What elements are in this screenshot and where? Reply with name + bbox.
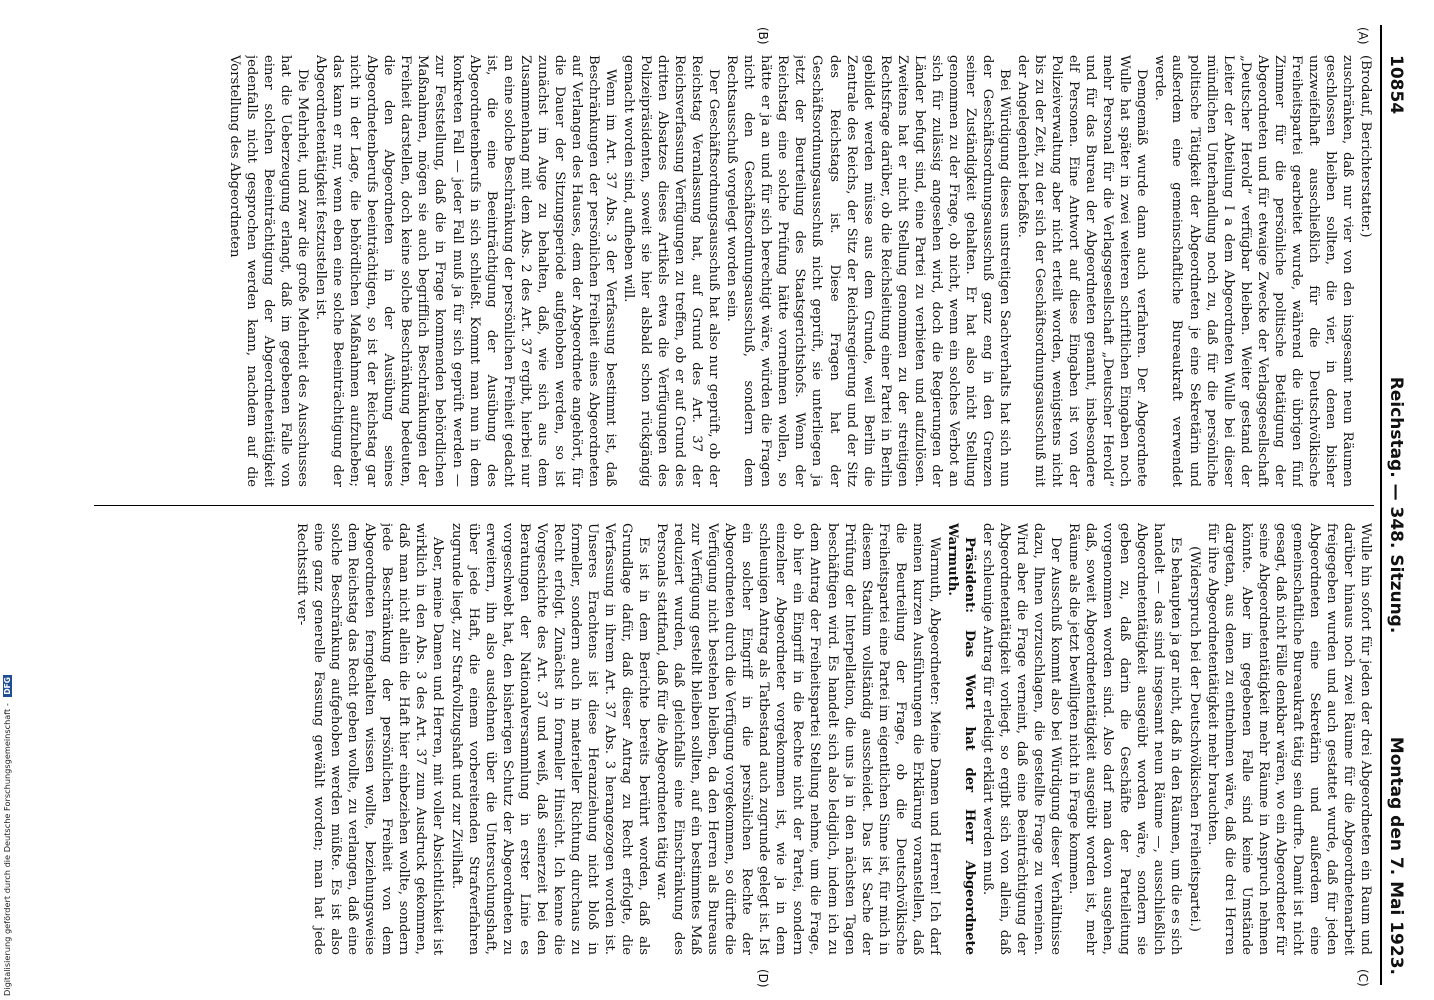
margin-mark-c: (C) bbox=[1356, 969, 1370, 987]
paragraph: Bei Würdigung dieses unstreitigen Sachverhalts hat sich nun der Geschäftsordnungsausschuß ganz eng in den Grenzen seiner Zuständigkeit gehalten. Er hat also nicht Stellung genommen zu der Frage, ob nicht, wenn ein solches Verbot an sich für zulässig angesehen wird, doch die Regierungen der Länder befugt sind, eine Partei zu verbieten und aufzulösen. Zweitens hat er nicht Stellung genommen zu der streitigen Rechtsfrage darüber, ob die Reichsleitung einer Partei in Berlin gebildet werden müsse aus dem Grunde, weil Berlin die Zentrale des Reichs, der Sitz der Reichsregierung und der Sitz des Reichstags ist. Diese Fragen hat der Geschäftsordnungsausschuß nicht geprüft, sie unterliegen ja jetzt der Beurteilung des Staatsgerichtshofs. Wenn der Reichstag eine solche Prüfung hätte vornehmen wollen, so hätte er ja an und für sich berechtigt wäre, würden die Fragen nicht den Geschäftsordnungsausschuß, sondern dem Rechtsausschuß vorgelegt worden sein. bbox=[724, 55, 1013, 487]
paragraph: Der Geschäftsordnungsausschuß hat also nur geprüft, ob der Reichstag Veranlassung hat, auf Grund des Art. 37 der Reichsverfassung Verfügungen zu treffen, ob er auf Grund des dritten Absatzes dieses Artikels etwa die Verfügungen des Polizeipräsidenten, soweit sie hier alsbald schon rückgängig gemacht worden sind, aufheben will. bbox=[620, 55, 722, 487]
speaker-tag: (Brodauf, Berichterstatter.) bbox=[1358, 55, 1373, 238]
paragraph: Wulle hin sofort für jeden der drei Abgeordneten ein Raum und darüber hinaus noch zwei Räume für die Abgeordnetenarbeit freigegeben wurden und auch gestattet wurde, daß für jeden Abgeordneten eine Sekretärin und außerdem eine gemeinschaftliche Bureaukraft tätig sein durfte. Damit ist nicht gesagt, daß nicht Fälle denkbar wären, wo ein Abgeordneter für seine Abgeordnetentätigkeit mehr Räume in Anspruch nehmen könnte. Aber im gegebenen Falle sind keine Umstände dargetan, aus denen zu entnehmen wäre, daß die drei Herren für ihre Abgeordnetentätigkeit mehr brauchten. bbox=[1204, 523, 1373, 955]
dfg-logo: DFG bbox=[3, 677, 12, 695]
paragraph: Demgemäß wurde dann auch verfahren. Der Abgeordnete Wulle hat später in zwei weiteren schriftlichen Eingaben noch mehr Personal für die Verlagsgesellschaft „Deutscher Herold“ und für das Bureau der Abgeordneten genannt, insbesondere elf Personen. Eine Antwort auf diese Eingaben ist von der Polizeiverwaltung aber nicht erteilt worden, wenigstens nicht bis zu der Zeit, zu der sich der Geschäftsordnungsausschuß mit der Angelegenheit befaßte. bbox=[1015, 55, 1150, 487]
funding-note-text: Digitalisierung gefördert durch die Deutsche Forschungsgemeinschaft - bbox=[2, 703, 12, 996]
funding-note bbox=[2, 675, 12, 996]
president-remark: Präsident: Das Wort hat der Herr Abgeordnete Warmuth. bbox=[944, 523, 977, 955]
paragraph: Wenn im Art. 37 Abs. 3 der Verfassung bestimmt ist, daß Beschränkungen der persönlichen Freiheit eines Abgeordneten auf Verlangen des Hauses, dem der Abgeordnete angehört, für die Dauer der Sitzungsperiode aufgehoben werden, so ist zunächst im Auge zu behalten, daß, wie sich aus dem Zusammenhang mit dem Abs. 2 des Art. 37 ergibt, hierbei nur an eine solche Beschränkung der persönlichen Freiheit gedacht ist, die eine Beeinträchtigung der Ausübung des Abgeordnetenberufs in sich schließt. Kommt man nun in dem konkreten Fall — jeder Fall muß ja für sich geprüft werden — zur Feststellung, daß die in Frage kommenden behördlichen Maßnahmen, mögen sie auch begrifflich Beschränkungen der Freiheit darstellen, doch keine solche Beschränkung bedeuten, die den Abgeordneten in der Ausübung seines Abgeordnetenberufs beeinträchtigen, so ist der Reichstag gar nicht in der Lage, die behördlichen Maßnahmen aufzuheben; das kann er nur, wenn eben eine solche Beeinträchtigung der Abgeordnetentätigkeit festzustellen ist. bbox=[313, 55, 618, 487]
margin-mark-a: (A) bbox=[1356, 27, 1370, 45]
margin-mark-b: (B) bbox=[756, 27, 770, 45]
margin-mark-d: (D) bbox=[756, 969, 770, 988]
right-column bbox=[94, 523, 1374, 955]
newspaper-page bbox=[80, 25, 1410, 988]
page-header bbox=[1380, 25, 1410, 985]
paragraph: Es ist in dem Berichte bereits berührt worden, daß als Grundlage dafür, daß dieser Antrag zu Recht erfolgte, die Verfassung in ihrem Art. 37 Abs. 3 herangezogen worden ist. Unseres Erachtens ist diese Heranziehung nicht bloß in formeller, sondern auch in materieller Richtung durchaus zu Recht erfolgt. Zunächst in formeller Hinsicht. Ich kenne die Vorgeschichte des Art. 37 und weiß, daß seinerzeit bei den Beratungen der Nationalversammlung in erster Linie es vorgeschwebt hat, den bisherigen Schutz der Abgeordneten zu erweitern, ihn also ausdehnen über die Untersuchungshaft, über jede Haft, die einem vorbereitenden Strafverfahren zugrunde liegt, zur Strafvollzugshaft und zur Zivilhaft. bbox=[448, 523, 652, 955]
speech-start: Warmuth, Abgeordneter: Meine Damen und Herren! Ich darf meinen kurzen Ausführungen die Erklärung voranstellen, daß die Beurteilung der Frage, ob die Deutschvölkische Freiheitspartei eine Partei im eigentlichen Sinne ist, für mich in diesem Stadium vollständig ausscheidet. Das ist Sache der Prüfung der Interpellation, die uns ja in den nächsten Tagen beschäftigen wird. Es handelt sich also lediglich, indem ich zu dem Antrag der Freiheitspartei Stellung nehme, um die Frage, ob hier ein Eingriff in die Rechte nicht der Partei, sondern einzelner Abgeordneter vorgekommen ist, wie ja in dem schleunigen Antrag als Tatbestand auch zugrunde gelegt ist. Ist ein solcher Eingriff in die persönlichen Rechte der Abgeordneten durch die Verfügung vorgekommen, so dürfte die Verfügung nicht bestehen bleiben, da den Herren als Bureaus zur Verfügung gestellt bleiben sollten, auf ein bestimmtes Maß reduziert wurden, daß gleichfalls eine Einschränkung des Personals stattfand, daß für die Abgeordneten tätig war. bbox=[654, 523, 942, 955]
column-divider bbox=[94, 505, 1374, 506]
session-title: Reichstag. — 348. Sitzung. bbox=[1386, 376, 1406, 634]
paragraph: zuschränken, daß nur vier von den insgesamt neun Räumen geschlossen bleiben sollten, die vier, in denen bisher unzweifelhaft ausschließlich für die Deutschvölkische Freiheitspartei gearbeitet wurde, während die übrigen fünf Zimmer für die persönliche politische Betätigung der Abgeordneten und für etwaige Zwecke der Verlagsgesellschaft „Deutscher Herold“ verfügbar bleiben. Weiter gestand der Leiter der Abteilung I a dem Abgeordneten Wulle bei dieser mündlichen Unterhandlung noch zu, daß für die persönliche politische Tätigkeit der Abgeordneten je eine Sekretärin und außerdem eine gemeinschaftliche Bureaukraft verwendet werde. bbox=[1152, 55, 1355, 487]
session-date: Montag den 7. Mai 1923. bbox=[1386, 736, 1406, 975]
paragraph: Aber, meine Damen und Herren, mit voller Absichtlichkeit ist wirklich in den Abs. 3 des Art. 37 zum Ausdruck gekommen, daß man nicht allein die Haft hier einbeziehen wollte, sondern jede Beschränkung der persönlichen Freiheit von dem Abgeordneten ferngehalten wissen wollte, beziehungsweise dem Reichstag das Recht geben wollte, zu verlangen, daß eine solche Beschränkung aufgehoben werden müßte. Es ist also eine ganz generelle Fassung gewählt worden; man hat jede Rechtsstift ver- bbox=[294, 523, 446, 955]
digitization-sidebar bbox=[0, 0, 16, 1000]
interjection: (Widerspruch bei der Deutschvölkischen Freiheitspartei.) bbox=[1186, 546, 1202, 932]
paragraph: Es behaupten ja gar nicht, daß in den Räumen, um die es sich handelt — das sind insgesamt neun Räume —, ausschließlich Abgeordnetentätigkeit ausgeübt worden wäre, sondern sie geben zu, daß darin die Geschäfte der Parteileitung vorgenommen worden sind. Also darf man davon ausgehen, daß, soweit Abgeordnetentätigkeit ausgeübt worden ist, mehr Räume als die jetzt bewilligten nicht in Frage kommen. bbox=[1066, 523, 1184, 955]
left-column bbox=[94, 55, 1374, 487]
paragraph: Der Ausschuß kommt also bei Würdigung dieser Verhältnisse dazu, Ihnen vorzuschlagen, die gestellte Frage zu verneinen. Wird aber die Frage verneint, daß eine Beeinträchtigung der Abgeordnetentätigkeit vorliegt, so ergibt sich von allein, daß der schleunige Antrag für erledigt erklärt werden muß. bbox=[979, 523, 1064, 955]
page-number: 10854 bbox=[1386, 55, 1406, 115]
paragraph: Die Mehrheit, und zwar die große Mehrheit des Ausschusses hat die Ueberzeugung erlangt, daß im gegebenen Falle von einer solchen Beeinträchtigung der Abgeordnetentätigkeit jedenfalls nicht gesprochen werden kann, nachdem auf die Vorstellung des Abgeordneten bbox=[226, 55, 311, 487]
